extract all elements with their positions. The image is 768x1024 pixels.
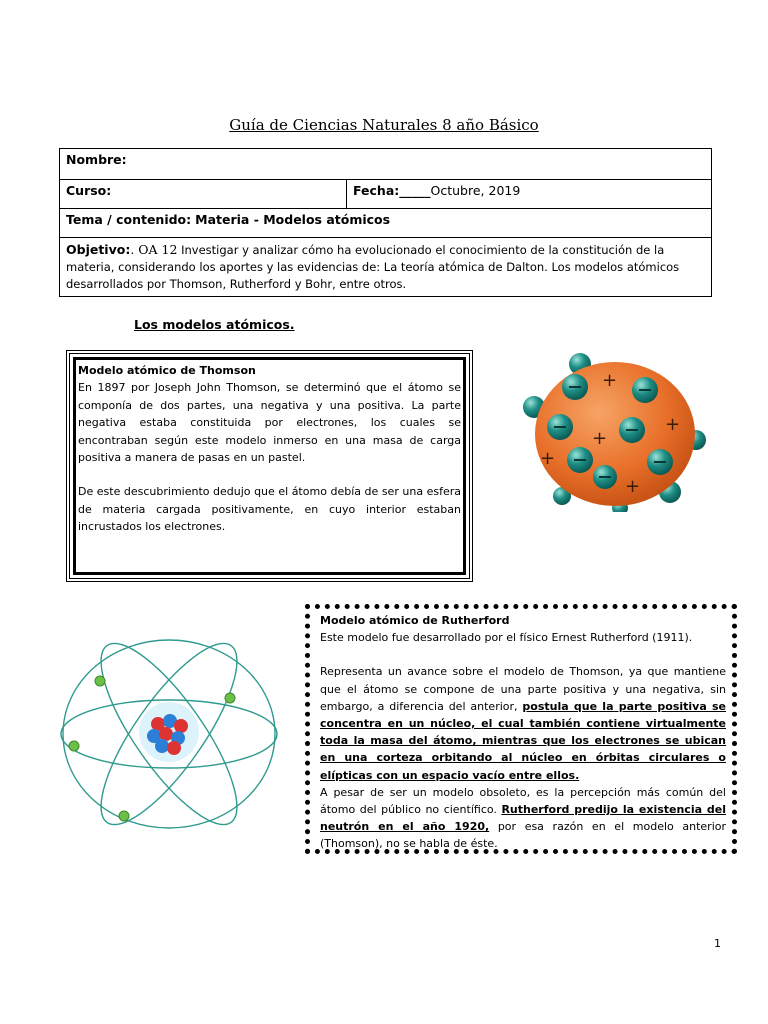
rutherford-atom-illustration [58, 636, 280, 832]
thomson-paragraph-2: De este descubrimiento dedujo que el átomo debía de ser una esfera de materia cargada positivamente, en cuyo interior estaban incrustados los electrones. [78, 485, 461, 534]
thomson-atom-illustration [520, 352, 710, 512]
rutherford-paragraph-2: Representa un avance sobre el modelo de Thomson, ya que mantiene que el átomo se compone de una parte positiva y una negativa, sin embargo, a diferencia del anterior, postula que la parte positiva se concentra en un núcleo, el cual también contiene virtualmente toda la masa del átomo, mientras que los electrones se ubican en una corteza orbitando al núcleo en órbitas circulares o elípticas con un espacio vacío entre ellos. [320, 665, 726, 782]
rutherford-title: Modelo atómico de Rutherford [320, 614, 510, 627]
objetivo-code: . OA 12 [130, 242, 178, 257]
thomson-title: Modelo atómico de Thomson [78, 364, 256, 377]
thomson-box [66, 350, 473, 582]
section-heading: Los modelos atómicos. [134, 317, 295, 332]
objetivo-label: Objetivo: [66, 242, 131, 257]
fecha-value: Octubre, 2019 [430, 183, 521, 198]
nucleus [139, 702, 199, 762]
svg-text:+: + [602, 370, 618, 391]
info-table [59, 148, 712, 297]
svg-text:+: + [665, 414, 681, 435]
document-title: Guía de Ciencias Naturales 8 año Básico [229, 116, 539, 134]
tema-label: Tema / contenido: [66, 212, 192, 227]
thomson-box-inner [73, 357, 466, 575]
thomson-paragraph-1: En 1897 por Joseph John Thomson, se determinó que el átomo se componía de dos partes, una negativa y una positiva. La parte negativa estaba constituida por electrones, los cuales se encontraban según este modelo inmerso en una masa de carga positiva a manera de pasas en un pastel. [78, 381, 461, 465]
rutherford-intro: Este modelo fue desarrollado por el físico Ernest Rutherford (1911). [320, 631, 693, 645]
nombre-label: Nombre: [66, 152, 127, 167]
tema-value: Materia - Modelos atómicos [195, 212, 391, 227]
rutherford-box [305, 604, 737, 854]
svg-text:+: + [625, 476, 641, 497]
fecha-label: Fecha: [353, 183, 400, 198]
svg-text:+: + [592, 428, 608, 449]
curso-label: Curso: [66, 183, 112, 198]
svg-text:+: + [540, 448, 556, 469]
fecha-blank: _____ [399, 183, 431, 198]
rutherford-paragraph-3: A pesar de ser un modelo obsoleto, es la percepción más común del átomo del público no científico. Rutherford predijo la existencia del neutrón en el año 1920, por esa razón en el modelo anterior (Thomson), no se habla de éste. [320, 785, 726, 851]
page-number: 1 [714, 937, 721, 950]
objetivo-text: Investigar y analizar cómo ha evolucionado el conocimiento de la constitución de la materia, considerando los aportes y las evidencias de: La teoría atómica de Dalton. Los modelos atómicos desarrollados por Thomson, Rutherford y Bohr, entre otros. [66, 243, 680, 291]
